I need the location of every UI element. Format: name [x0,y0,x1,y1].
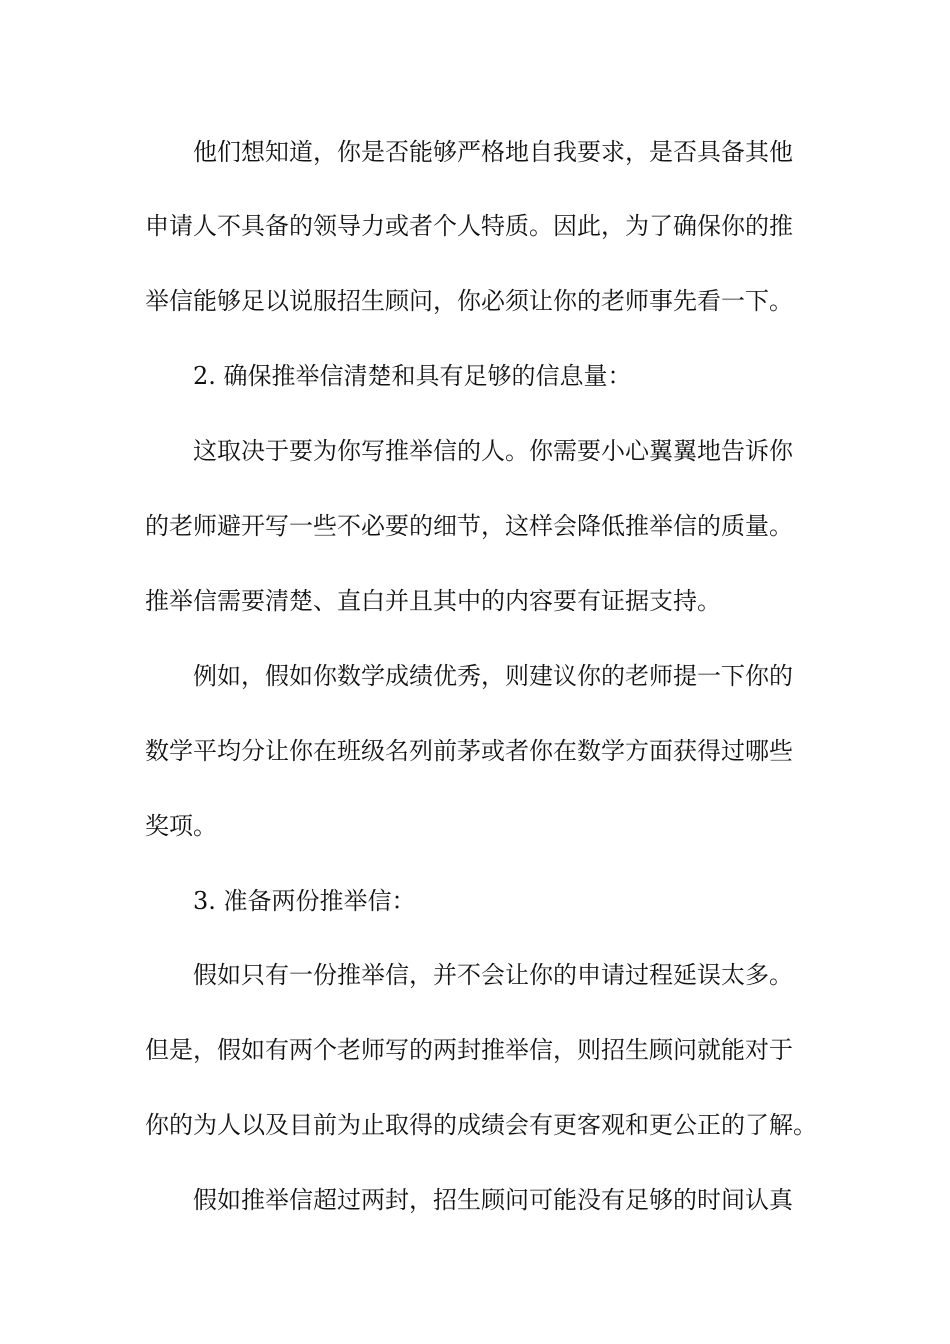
paragraph-line: 这取决于要为你写推举信的人。你需要小心翼翼地告诉你 [193,437,793,465]
paragraph-line: 数学平均分让你在班级名列前茅或者你在数学方面获得过哪些 [145,737,793,765]
paragraph-line: 他们想知道，你是否能够严格地自我要求，是否具备其他 [193,138,793,166]
paragraph-line: 例如，假如你数学成绩优秀，则建议你的老师提一下你的 [193,662,793,690]
paragraph-line: 你的为人以及目前为止取得的成绩会有更客观和更公正的了解。 [145,1111,817,1139]
paragraph-line: 奖项。 [145,812,217,840]
paragraph-line: 推举信需要清楚、直白并且其中的内容要有证据支持。 [145,587,721,615]
section-heading: 3. 准备两份推举信： [193,887,416,915]
paragraph-line: 的老师避开写一些不必要的细节，这样会降低推举信的质量。 [145,512,793,540]
paragraph-line: 申请人不具备的领导力或者个人特质。因此，为了确保你的推 [145,212,793,240]
section-heading: 2. 确保推举信清楚和具有足够的信息量： [193,362,632,390]
paragraph-line: 举信能够足以说服招生顾问，你必须让你的老师事先看一下。 [145,287,793,315]
paragraph-line: 但是，假如有两个老师写的两封推举信，则招生顾问就能对于 [145,1036,793,1064]
paragraph-line: 假如只有一份推举信，并不会让你的申请过程延误太多。 [193,961,793,989]
paragraph-line: 假如推举信超过两封，招生顾问可能没有足够的时间认真 [193,1186,793,1214]
